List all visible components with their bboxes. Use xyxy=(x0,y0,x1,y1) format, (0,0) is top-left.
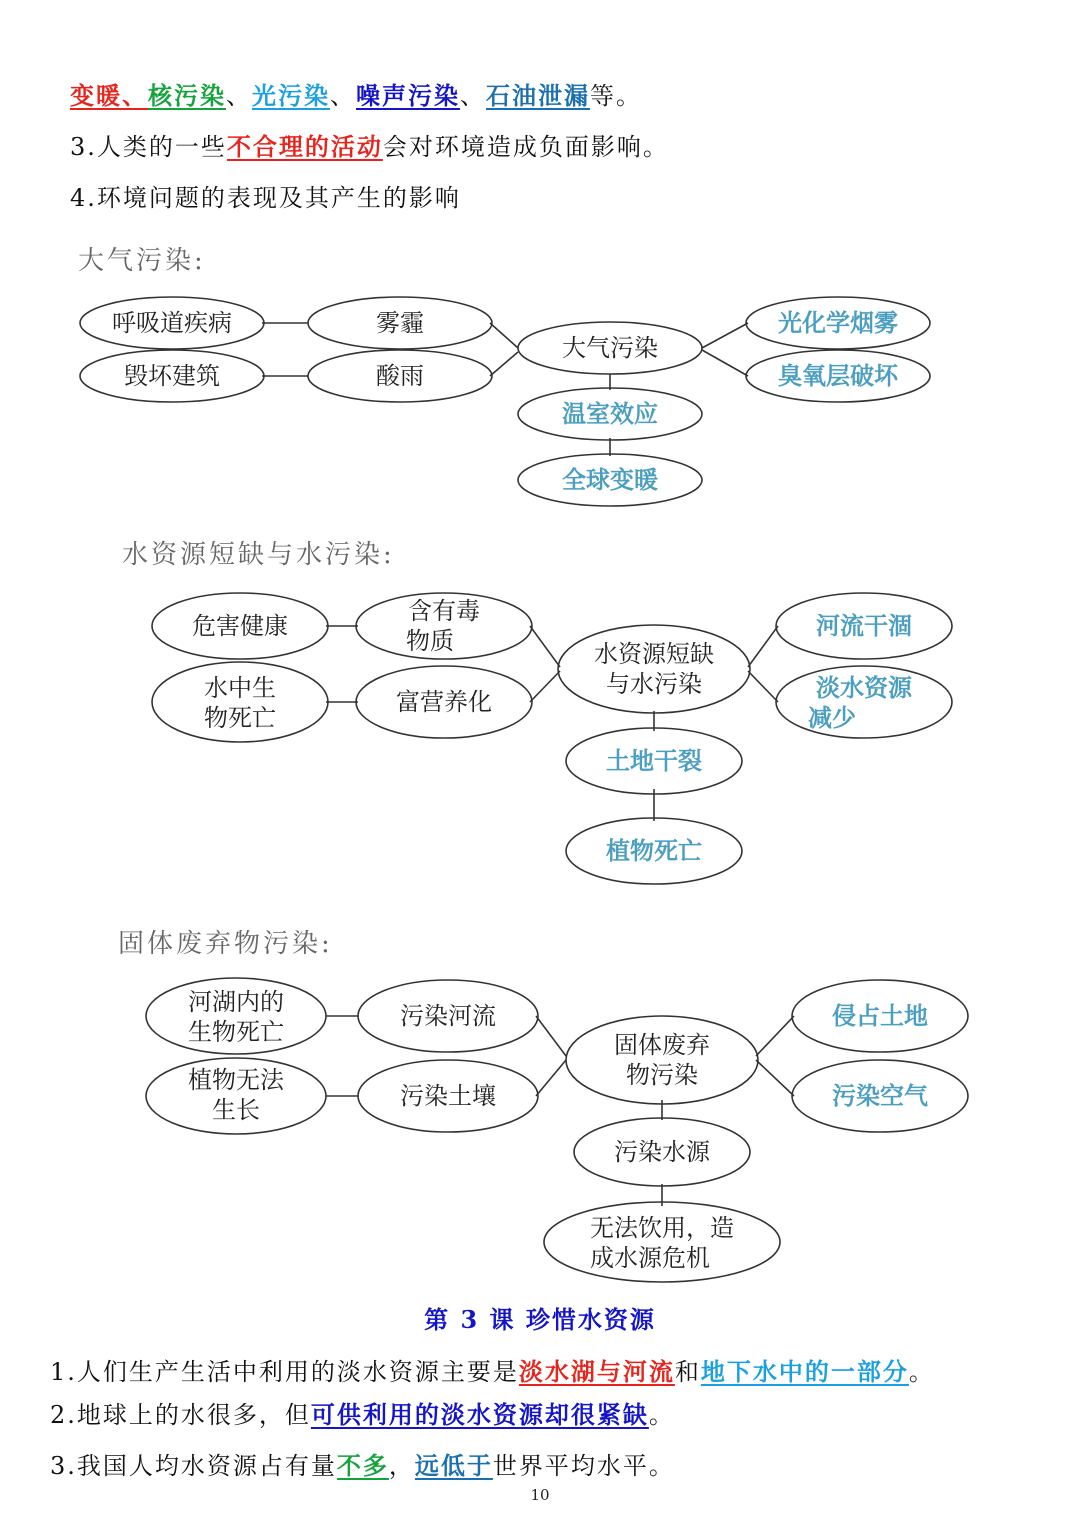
lesson-point-3-pre: 3.我国人均水资源占有量 xyxy=(50,1452,337,1480)
lesson-point-3-end: 世界平均水平。 xyxy=(492,1452,675,1480)
solid-node-center-1: 固体废弃 xyxy=(614,1031,710,1059)
sep: 、 xyxy=(330,82,356,110)
solid-node-soil: 污染土壤 xyxy=(400,1082,496,1110)
water-node-freshwater-2: 减少 xyxy=(808,703,856,732)
air-section-title: 大气污染: xyxy=(78,246,206,276)
lesson-point-2-pre: 2.地球上的水很多，但 xyxy=(50,1401,311,1429)
water-pollution-diagram xyxy=(0,585,1080,905)
point-4: 4.环境问题的表现及其产生的影响 xyxy=(70,184,461,212)
solid-waste-diagram xyxy=(0,976,1080,1296)
lesson-title: 第 3 课 珍惜水资源 xyxy=(424,1305,656,1334)
air-node-photochemical: 光化学烟雾 xyxy=(778,308,898,337)
solid-node-plants-1: 植物无法 xyxy=(188,1066,284,1094)
air-node-global-warming: 全球变暖 xyxy=(562,465,658,494)
intro-line xyxy=(70,76,642,111)
point-3-post: 会对环境造成负面影响。 xyxy=(382,133,669,161)
solid-node-lake-death-2: 生物死亡 xyxy=(188,1018,284,1046)
point-3-pre: 3.人类的一些 xyxy=(70,133,227,161)
lesson-point-3-mid: ， xyxy=(388,1452,415,1480)
water-node-toxic-2: 物质 xyxy=(406,627,454,655)
solid-node-lake-death-1: 河湖内的 xyxy=(188,988,284,1016)
lesson-point-1-h2: 地下水中的一部分 xyxy=(700,1357,909,1386)
air-node-acid-rain: 酸雨 xyxy=(376,362,424,390)
sep: 、 xyxy=(460,82,486,110)
lesson-point-3-h1: 不多 xyxy=(336,1451,389,1480)
lesson-point-1-pre: 1.人们生产生活中利用的淡水资源主要是 xyxy=(50,1358,519,1386)
air-node-smog: 雾霾 xyxy=(376,309,424,337)
water-node-center-2: 与水污染 xyxy=(606,670,702,698)
air-pollution-diagram xyxy=(0,280,1080,520)
solid-section-title: 固体废弃物污染: xyxy=(118,929,333,959)
solid-node-water-source: 污染水源 xyxy=(614,1138,710,1166)
water-node-aquatic-death-1: 水中生 xyxy=(204,674,276,702)
term-oil: 石油泄漏 xyxy=(486,81,590,110)
air-node-center: 大气污染 xyxy=(562,334,658,362)
water-node-aquatic-death-2: 物死亡 xyxy=(204,704,276,732)
solid-node-rivers: 污染河流 xyxy=(400,1002,496,1030)
point-3 xyxy=(70,127,669,162)
air-node-buildings: 毁坏建筑 xyxy=(124,362,220,390)
lesson-point-2-h1: 可供利用的淡水资源却很紧缺 xyxy=(310,1400,649,1429)
lesson-point-1-mid: 和 xyxy=(674,1358,701,1386)
term-light: 光污染 xyxy=(252,81,330,110)
solid-node-crisis-2: 成水源危机 xyxy=(590,1244,710,1272)
term-noise: 噪声污染 xyxy=(356,81,460,110)
water-node-land-crack: 土地干裂 xyxy=(606,746,702,775)
solid-node-air: 污染空气 xyxy=(832,1081,928,1110)
water-node-health: 危害健康 xyxy=(192,612,288,640)
lesson-point-1-h1: 淡水湖与河流 xyxy=(518,1357,675,1386)
page-number: 10 xyxy=(530,1486,550,1504)
term-nuclear: 核污染 xyxy=(148,81,226,110)
lesson-point-3-h2: 远低于 xyxy=(414,1451,493,1480)
water-node-toxic-1: 含有毒 xyxy=(408,597,480,625)
line-end: 等。 xyxy=(590,82,642,110)
lesson-point-1 xyxy=(50,1352,935,1387)
solid-node-plants-2: 生长 xyxy=(212,1096,260,1124)
solid-node-land: 侵占土地 xyxy=(832,1001,928,1030)
air-node-ozone: 臭氧层破坏 xyxy=(778,361,898,390)
water-node-rivers-dry: 河流干涸 xyxy=(816,611,912,640)
water-node-plant-death: 植物死亡 xyxy=(606,836,702,865)
water-section-title: 水资源短缺与水污染: xyxy=(122,540,395,570)
sep: 、 xyxy=(226,82,252,110)
point-3-highlight: 不合理的活动 xyxy=(226,132,383,161)
term-warming: 变暖、 xyxy=(70,81,148,110)
water-node-center-1: 水资源短缺 xyxy=(594,640,714,668)
air-node-greenhouse: 温室效应 xyxy=(562,399,658,428)
water-node-freshwater-1: 淡水资源 xyxy=(816,673,912,702)
solid-node-crisis-1: 无法饮用，造 xyxy=(590,1214,734,1242)
water-node-eutrophication: 富营养化 xyxy=(396,688,492,716)
air-node-respiratory: 呼吸道疾病 xyxy=(112,309,232,337)
lesson-point-2 xyxy=(50,1395,675,1430)
lesson-point-1-end: 。 xyxy=(908,1358,935,1386)
lesson-point-3 xyxy=(50,1446,675,1481)
solid-node-center-2: 物污染 xyxy=(626,1061,698,1089)
lesson-point-2-end: 。 xyxy=(648,1401,675,1429)
